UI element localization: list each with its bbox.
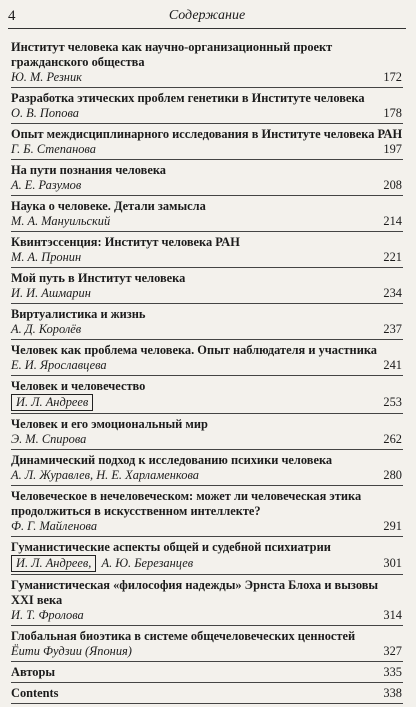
running-title: Содержание — [168, 8, 246, 23]
entry-author-line — [11, 468, 403, 483]
entry-page: 280 — [383, 468, 402, 482]
entry-page: 301 — [383, 556, 402, 570]
entry-title: Виртуалистика и жизнь — [11, 307, 146, 321]
entry-author: М. А. Мануильский — [11, 214, 111, 228]
entry-authors — [11, 555, 193, 572]
toc-entry — [11, 307, 403, 340]
entry-page: 253 — [383, 395, 402, 409]
header-rule — [8, 28, 406, 29]
entry-page: 335 — [383, 665, 402, 679]
entry-page: 234 — [383, 286, 402, 300]
entry-page: 214 — [383, 214, 402, 228]
entry-author: Э. М. Спирова — [11, 432, 87, 446]
entry-author: Ёити Фудзии (Япония) — [11, 644, 132, 658]
toc-entry — [11, 578, 403, 626]
entry-page: 197 — [383, 142, 402, 156]
entry-page: 314 — [383, 608, 402, 622]
entry-title: Глобальная биоэтика в системе общечеловеческих ценностей — [11, 629, 356, 643]
toc-entry — [11, 540, 403, 575]
entry-title: Человек и человечество — [11, 379, 146, 393]
page-number: 4 — [8, 8, 16, 24]
entry-page: 291 — [383, 519, 402, 533]
toc-entry — [11, 489, 403, 537]
entry-title: Мой путь в Институт человека — [11, 271, 186, 285]
entry-author: Ф. Г. Майленова — [11, 519, 98, 533]
toc-entry — [11, 453, 403, 486]
table-of-contents — [11, 40, 403, 707]
entry-author-line — [11, 286, 403, 301]
entry-author-line — [11, 394, 403, 411]
page-header — [8, 6, 406, 28]
entry-author: Е. И. Ярославцева — [11, 358, 107, 372]
entry-author: А. Л. Журавлев, Н. Е. Харламенкова — [11, 468, 199, 482]
toc-entry — [11, 235, 403, 268]
entry-title: Динамический подход к исследованию психики человека — [11, 453, 333, 467]
toc-entry — [11, 163, 403, 196]
entry-author-line — [11, 555, 403, 572]
entry-title: Гуманистические аспекты общей и судебной психиатрии — [11, 540, 331, 554]
entry-page: 237 — [383, 322, 402, 336]
entry-title: Авторы — [11, 665, 56, 679]
entry-title: Институт человека как научно-организационный проект гражданского общества — [11, 40, 333, 69]
entry-author: О. В. Попова — [11, 106, 79, 120]
toc-entry — [11, 686, 403, 704]
entry-page: 241 — [383, 358, 402, 372]
entry-page: 178 — [383, 106, 402, 120]
entry-page: 262 — [383, 432, 402, 446]
entry-author-rest: А. Ю. Березанцев — [101, 556, 194, 570]
entry-title: На пути познания человека — [11, 163, 166, 177]
entry-title: Наука о человеке. Детали замысла — [11, 199, 206, 213]
entry-author: Г. Б. Степанова — [11, 142, 96, 156]
entry-author: Ю. М. Резник — [11, 70, 82, 84]
entry-author-line — [11, 432, 403, 447]
entry-title: Квинтэссенция: Институт человека РАН — [11, 235, 240, 249]
entry-author: А. Д. Королёв — [11, 322, 82, 336]
entry-author-line — [11, 106, 403, 121]
toc-entry — [11, 343, 403, 376]
entry-author: М. А. Пронин — [11, 250, 82, 264]
entry-author-boxed: И. Л. Андреев, — [11, 555, 96, 572]
toc-entry — [11, 127, 403, 160]
entry-title: Contents — [11, 686, 59, 700]
entry-title: Гуманистическая «философия надежды» Эрнста Блоха и вызовы XXI века — [11, 578, 379, 607]
entry-title: Разработка этических проблем генетики в Институте человека — [11, 91, 365, 105]
entry-author-line — [11, 70, 403, 85]
entry-author-boxed: И. Л. Андреев — [11, 394, 93, 411]
toc-entry — [11, 199, 403, 232]
entry-page: 338 — [383, 686, 402, 700]
entry-author-line — [11, 322, 403, 337]
entry-author-line — [11, 644, 403, 659]
entry-page: 208 — [383, 178, 402, 192]
entry-author: И. Т. Фролова — [11, 608, 84, 622]
entry-page: 327 — [383, 644, 402, 658]
entry-title-line — [11, 686, 403, 701]
entry-author: И. И. Ашмарин — [11, 286, 91, 300]
toc-entry — [11, 417, 403, 450]
entry-author-line — [11, 250, 403, 265]
entry-title: Человек как проблема человека. Опыт наблюдателя и участника — [11, 343, 377, 357]
toc-entry — [11, 665, 403, 683]
entry-author-line — [11, 142, 403, 157]
entry-author: А. Е. Разумов — [11, 178, 82, 192]
toc-entry — [11, 91, 403, 124]
toc-entry — [11, 271, 403, 304]
entry-page: 221 — [383, 250, 402, 264]
entry-author-line — [11, 358, 403, 373]
entry-author-line — [11, 178, 403, 193]
toc-entry — [11, 379, 403, 414]
entry-author-line — [11, 519, 403, 534]
entry-title: Человек и его эмоциональный мир — [11, 417, 208, 431]
entry-title: Опыт междисциплинарного исследования в Институте человека РАН — [11, 127, 403, 141]
entry-title: Человеческое в нечеловеческом: может ли человеческая этика продолжиться в искусственном интеллекте? — [11, 489, 362, 518]
entry-author-line — [11, 608, 403, 623]
entry-author-line — [11, 214, 403, 229]
toc-entry — [11, 40, 403, 88]
entry-page: 172 — [383, 70, 402, 84]
entry-title-line — [11, 665, 403, 680]
toc-entry — [11, 629, 403, 662]
